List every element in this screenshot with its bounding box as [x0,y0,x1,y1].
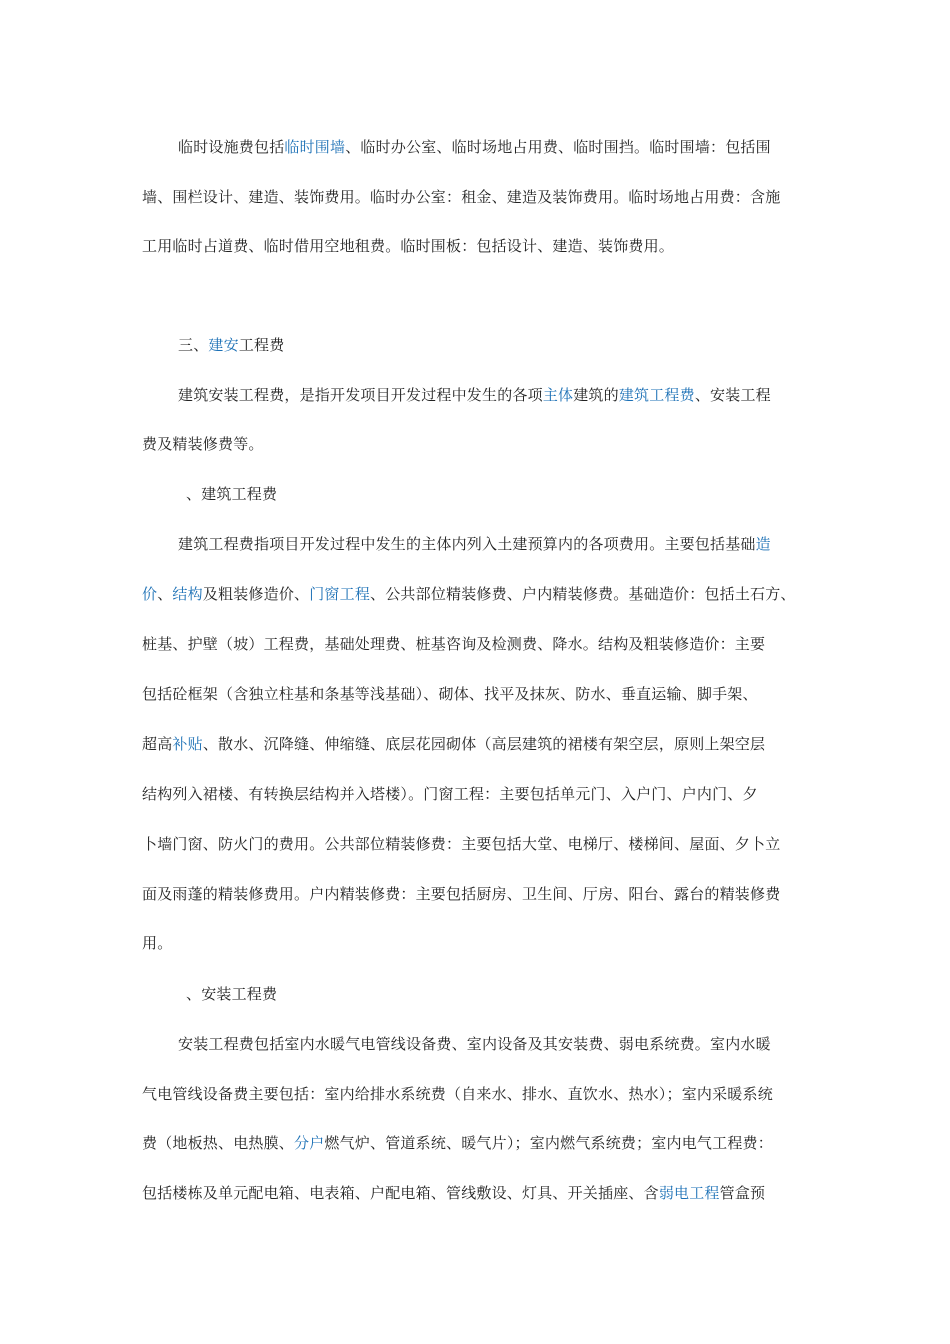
text-line [142,684,822,704]
text-run: 管盒预 [719,1184,766,1202]
text-run: 包括楼栋及单元配电箱、电表箱、户配电箱、管线敷设、灯具、开关插座、含 [142,1184,659,1202]
link-butie[interactable]: 补贴 [172,735,203,753]
text-run: 、公共部位精装修费、户内精装修费。基础造价：包括土石方、 [370,585,796,603]
link-fenhu[interactable]: 分户 [294,1134,325,1152]
text-run: 用。 [142,934,173,952]
link-jianan[interactable]: 建安 [208,336,239,354]
text-run: 安装工程费包括室内水暖气电管线设备费、室内设备及其安装费、弱电系统费。室内水暖 [178,1035,771,1053]
text-run: 结构列入裙楼、有转换层结构并入塔楼）。门窗工程：主要包括单元门、入户门、户内门、夕 [142,785,758,803]
text-line [142,1183,822,1203]
text-run: 建筑工程费指项目开发过程中发生的主体内列入土建预算内的各项费用。主要包括基础 [178,535,756,553]
text-run: 临时设施费包括 [178,138,285,156]
text-line [142,434,822,454]
link-zaojia[interactable]: 价 [142,585,158,603]
text-run: 卜墙门窗、防火门的费用。公共部位精装修费：主要包括大堂、电梯厅、楼梯间、屋面、夕卜立 [142,835,781,853]
text-run: 超高 [142,735,173,753]
text-run: 费（地板热、电热膜、 [142,1134,295,1152]
text-run: 、安装工程费 [186,985,278,1003]
text-run: 、 [157,585,173,603]
text-run: 、建筑工程费 [186,485,278,503]
text-run: 、安装工程 [694,386,771,404]
link-jiegou[interactable]: 结构 [172,585,203,603]
text-line [142,1084,822,1104]
text-line [142,784,822,804]
text-run: 燃气炉、管道系统、暖气片）；室内燃气系统费；室内电气工程费： [324,1134,773,1152]
link-jianzhu-gongchengfei[interactable]: 建筑工程费 [618,386,695,404]
text-line [178,137,858,157]
text-run: 费及精装修费等。 [142,435,264,453]
link-ruodian-gongcheng[interactable]: 弱电工程 [658,1184,720,1202]
text-line [178,385,858,405]
text-run: 、临时办公室、临时场地占用费、临时围挡。临时围墙：包括围 [345,138,771,156]
text-line [142,187,822,207]
text-run: 工程费 [238,336,285,354]
text-line [142,884,822,904]
text-run: 墙、围栏设计、建造、装饰费用。临时办公室：租金、建造及装饰费用。临时场地占用费：含施 [142,188,781,206]
text-line [142,634,822,654]
subsection-heading [186,484,866,504]
text-run: 建筑的 [573,386,619,404]
link-menchuang-gongcheng[interactable]: 门窗工程 [309,585,371,603]
subsection-heading [186,984,866,1004]
link-zhuti[interactable]: 主体 [542,386,574,404]
text-line [142,933,822,953]
text-run: 及粗装修造价、 [202,585,310,603]
section-heading [178,335,858,355]
text-line [142,584,822,604]
text-line [142,1133,822,1153]
text-line [178,1034,858,1054]
text-line [178,534,858,554]
text-run: 桩基、护壁（坡）工程费，基础处理费、桩基咨询及检测费、降水。结构及粗装修造价：主要 [142,635,766,653]
text-run: 面及雨蓬的精装修费用。户内精装修费：主要包括厨房、卫生间、厅房、阳台、露台的精装修费 [142,885,781,903]
text-run: 建筑安装工程费，是指开发项目开发过程中发生的各项 [178,386,543,404]
text-line [142,734,822,754]
link-lingshi-weiqiang[interactable]: 临时围墙 [284,138,346,156]
text-run: 三、 [178,336,209,354]
text-line [142,236,822,256]
text-run: 、散水、沉降缝、伸缩缝、底层花园砌体（高层建筑的裙楼有架空层，原则上架空层 [202,735,766,753]
link-zaojia[interactable]: 造 [755,535,771,553]
text-run: 气电管线设备费主要包括：室内给排水系统费（自来水、排水、直饮水、热水）；室内采暖系统 [142,1085,773,1103]
text-line [142,834,822,854]
text-run: 工用临时占道费、临时借用空地租费。临时围板：包括设计、建造、装饰费用。 [142,237,675,255]
text-run: 包括砼框架（含独立柱基和条基等浅基础）、砌体、找平及抹灰、防水、垂直运输、脚手架、 [142,685,758,703]
